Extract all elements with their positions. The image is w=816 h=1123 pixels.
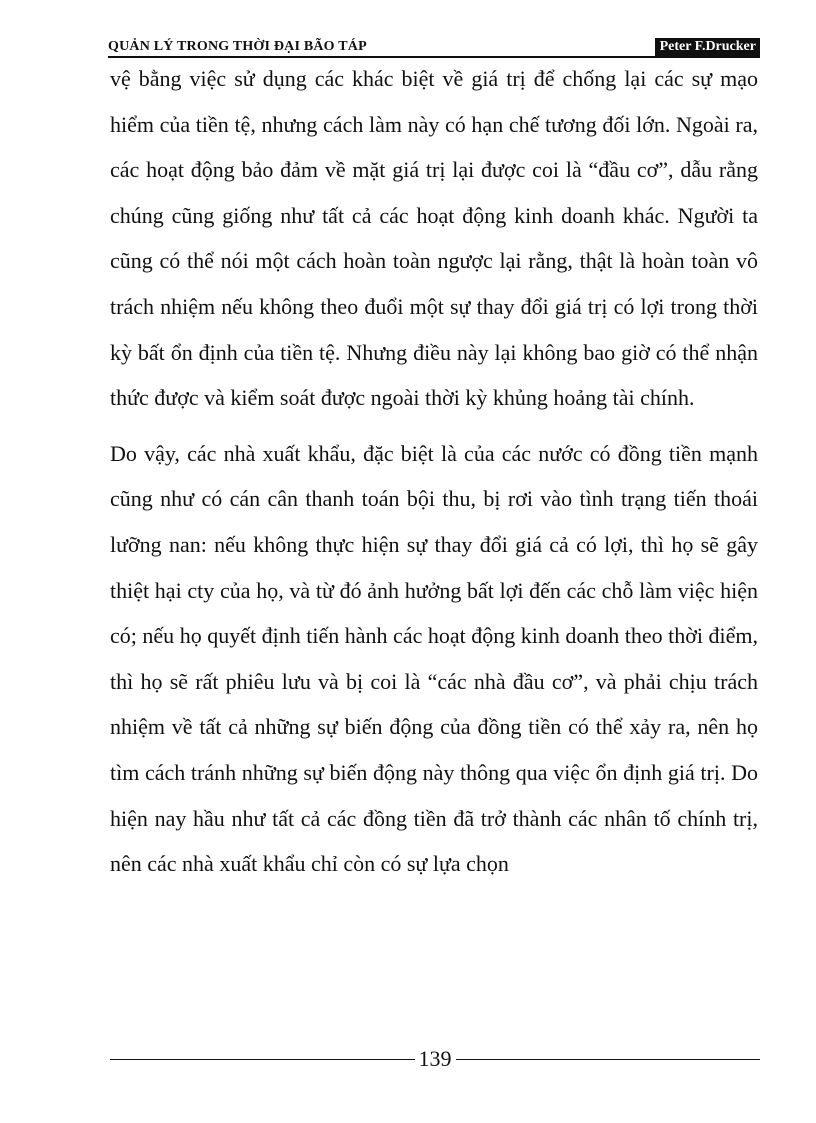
book-title: QUẢN LÝ TRONG THỜI ĐẠI BÃO TÁP	[108, 39, 367, 54]
page-number: 139	[418, 1046, 452, 1071]
paragraph-1: vệ bằng việc sử dụng các khác biệt về giá trị để chống lại các sự mạo hiểm của tiền tệ, nhưng cách làm này có hạn chế tương đối lớn. Ngoài ra, các hoạt động bảo đảm về mặt giá trị lại được coi là “đầu cơ”, dẫu rằng chúng cũng giống như tất cả các hoạt động kinh doanh khác. Người ta cũng có thể nói một cách hoàn toàn ngược lại rằng, thật là hoàn toàn vô trách nhiệm nếu không theo đuổi một sự thay đổi giá trị có lợi trong thời kỳ bất ổn định của tiền tệ. Nhưng điều này lại không bao giờ có thể nhận thức được và kiểm soát được ngoài thời kỳ khủng hoảng tài chính.	[110, 66, 758, 411]
body-text	[110, 56, 758, 887]
page-header	[108, 36, 760, 58]
author-name: Peter F.Drucker	[655, 38, 760, 56]
footer-rule-left	[110, 1059, 415, 1060]
paragraph-2: Do vậy, các nhà xuất khẩu, đặc biệt là của các nước có đồng tiền mạnh cũng như có cán cân thanh toán bội thu, bị rơi vào tình trạng tiến thoái lưỡng nan: nếu không thực hiện sự thay đổi giá cả có lợi, thì họ sẽ gây thiệt hại cty của họ, và từ đó ảnh hưởng bất lợi đến các chỗ làm việc hiện có; nếu họ quyết định tiến hành các hoạt động kinh doanh theo thời điểm, thì họ sẽ rất phiêu lưu và bị coi là “các nhà đầu cơ”, và phải chịu trách nhiệm về tất cả những sự biến động của đồng tiền có thể xảy ra, nên họ tìm cách tránh những sự biến động này thông qua việc ổn định giá trị. Do hiện nay hầu như tất cả các đồng tiền đã trở thành các nhân tố chính trị, nên các nhà xuất khẩu chỉ còn có sự lựa chọn	[110, 440, 758, 877]
footer-rule-right	[456, 1059, 761, 1060]
page-footer	[110, 1046, 760, 1072]
